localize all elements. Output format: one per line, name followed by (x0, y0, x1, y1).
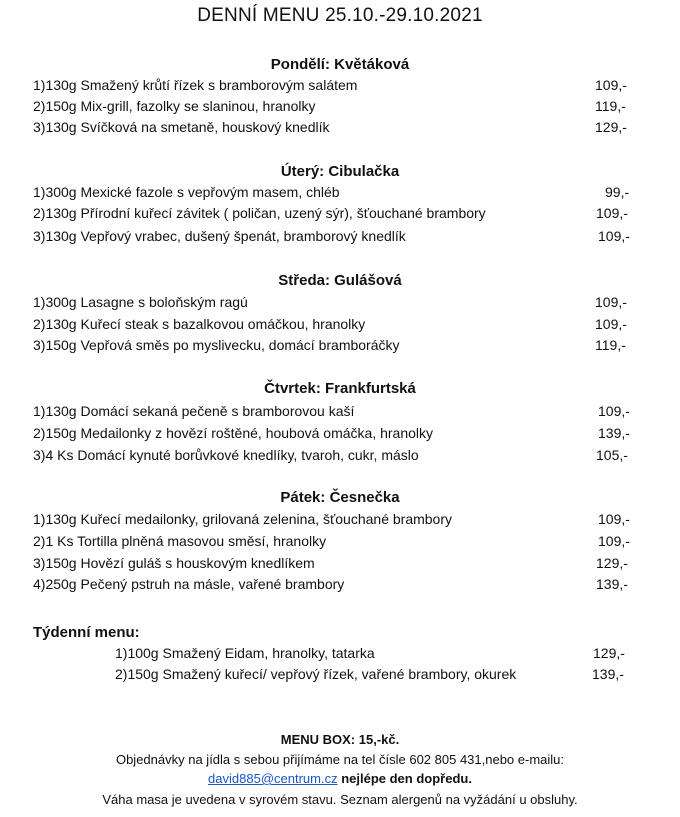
dish-price: 109,- (596, 205, 628, 221)
dish-name: 1)100g Smažený Eidam, hranolky, tatarka (115, 645, 375, 661)
dish-price: 129,- (596, 555, 628, 571)
dish-name: 3)4 Ks Domácí kynuté borůvkové knedlíky, tvaroh, cukr, máslo (33, 447, 419, 463)
dish-name: 1)130g Smažený krůtí řízek s bramborovým salátem (33, 77, 358, 93)
dish-name: 2)150g Medailonky z hovězí roštěné, houbová omáčka, hranolky (33, 425, 434, 441)
dish-price: 109,- (598, 403, 630, 419)
dish-price: 109,- (595, 77, 627, 93)
dish-price: 119,- (595, 98, 626, 114)
dish-name: 3)130g Vepřový vrabec, dušený špenát, bramborový knedlík (33, 228, 406, 244)
dish-price: 139,- (592, 666, 624, 682)
dish-price: 109,- (598, 228, 630, 244)
dish-price: 139,- (598, 425, 630, 441)
dish-name: 2)150g Mix-grill, fazolky se slaninou, hranolky (33, 98, 316, 114)
menu-item (33, 511, 633, 531)
day-heading-tuesday: Úterý: Cibulačka (280, 163, 400, 180)
menu-item (33, 425, 633, 445)
dish-price: 109,- (598, 511, 630, 527)
menu-item (33, 77, 633, 97)
weekly-menu-item (115, 645, 635, 665)
orders-contact (0, 771, 680, 786)
dish-name: 1)130g Kuřecí medailonky, grilovaná zelenina, šťouchané brambory (33, 511, 453, 527)
dish-name: 3)150g Hovězí guláš s houskovým knedlíkem (33, 555, 315, 571)
menu-item (33, 205, 633, 225)
dish-price: 139,- (596, 576, 628, 592)
dish-name: 1)300g Lasagne s boloňským ragú (33, 294, 248, 310)
dish-name: 4)250g Pečený pstruh na másle, vařené brambory (33, 576, 345, 592)
dish-price: 129,- (595, 119, 627, 135)
dish-name: 1)300g Mexické fazole s vepřovým masem, chléb (33, 184, 340, 200)
day-heading-thursday: Čtvrtek: Frankfurtská (264, 380, 416, 397)
weekly-menu-heading: Týdenní menu: (33, 624, 140, 641)
dish-price: 109,- (595, 294, 627, 310)
menu-item (33, 555, 633, 575)
menu-item (33, 119, 633, 139)
menu-item (33, 576, 633, 596)
dish-name: 2)150g Smažený kuřecí/ vepřový řízek, vařené brambory, okurek (115, 666, 517, 682)
dish-price: 109,- (598, 533, 630, 549)
dish-price: 129,- (593, 645, 625, 661)
orders-info: Objednávky na jídla s sebou přijímáme na tel čísle 602 805 431,nebo e-mailu: (115, 752, 565, 767)
page-title: DENNÍ MENU 25.10.-29.10.2021 (197, 5, 483, 26)
menu-item (33, 337, 633, 357)
weight-allergen-note: Váha masa je uvedena v syrovém stavu. Seznam alergenů na vyžádání u obsluhy. (102, 792, 578, 807)
email-suffix: nejlépe den dopředu. (337, 771, 472, 786)
dish-name: 1)130g Domácí sekaná pečeně s bramborovou kaší (33, 403, 355, 419)
menu-item (33, 294, 633, 314)
menu-item (33, 533, 633, 553)
menu-item (33, 98, 633, 118)
menu-item (33, 403, 633, 423)
menu-item (33, 228, 633, 248)
menu-item (33, 447, 633, 467)
email-link[interactable]: david885@centrum.cz (208, 771, 338, 786)
dish-name: 2)130g Kuřecí steak s bazalkovou omáčkou, hranolky (33, 316, 366, 332)
dish-name: 2)130g Přírodní kuřecí závitek ( poličan, uzený sýr), šťouchané brambory (33, 205, 486, 221)
dish-name: 3)130g Svíčková na smetaně, houskový knedlík (33, 119, 330, 135)
menu-box-price: MENU BOX: 15,-kč. (280, 732, 400, 747)
dish-price: 119,- (595, 337, 626, 353)
day-heading-wednesday: Středa: Gulášová (278, 272, 402, 289)
day-heading-friday: Pátek: Česnečka (280, 489, 400, 506)
dish-price: 109,- (595, 316, 627, 332)
dish-name: 3)150g Vepřová směs po myslivecku, domácí bramboráčky (33, 337, 400, 353)
menu-item (33, 184, 633, 204)
dish-name: 2)1 Ks Tortilla plněná masovou směsí, hranolky (33, 533, 327, 549)
dish-price: 99,- (605, 184, 630, 200)
weekly-menu-item (115, 666, 635, 686)
day-heading-monday: Pondělí: Květáková (270, 56, 410, 73)
menu-item (33, 316, 633, 336)
dish-price: 105,- (596, 447, 628, 463)
